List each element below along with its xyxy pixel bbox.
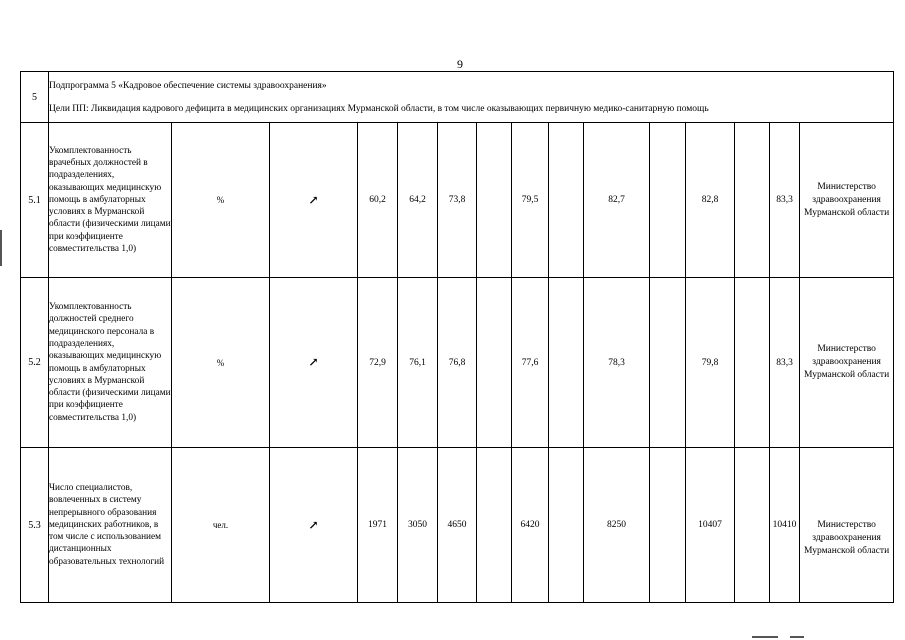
trend-arrow-icon: ↗ [270,123,358,278]
value-cell [477,278,512,448]
indicator-name: Укомплектованность врачебных должностей в подразделениях, оказывающих медицинскую помощь в амбулаторных условиях в Мурманской области (физическими лицами при коэффициенте совместительства 1,0) [49,123,172,278]
value-cell: 64,2 [398,123,438,278]
value-cell: 10410 [770,448,800,603]
value-cell [650,123,686,278]
value-cell [735,123,770,278]
scan-edge-mark [790,636,804,638]
table-row [21,448,894,603]
value-cell: 60,2 [358,123,398,278]
row-number: 5.2 [21,278,49,448]
unit: % [172,278,270,448]
value-cell: 73,8 [438,123,477,278]
value-cell: 82,8 [686,123,735,278]
value-cell [735,448,770,603]
responsible-body: Министерство здравоохранения Мурманской области [800,123,894,278]
value-cell: 79,5 [512,123,549,278]
value-cell: 82,7 [584,123,650,278]
scan-edge-mark [752,636,778,638]
value-cell: 3050 [398,448,438,603]
table-row [21,123,894,278]
responsible-body: Министерство здравоохранения Мурманской области [800,448,894,603]
trend-arrow-icon: ↗ [270,278,358,448]
value-cell: 10407 [686,448,735,603]
value-cell: 83,3 [770,278,800,448]
section-header [49,72,894,123]
value-cell: 6420 [512,448,549,603]
section-number: 5 [21,72,49,123]
indicator-name: Число специалистов, вовлеченных в систему непрерывного образования медицинских работников, в том числе с использованием дистанционных образовательных технологий [49,448,172,603]
unit: чел. [172,448,270,603]
section-goal: Цели ПП: Ликвидация кадрового дефицита в медицинских организациях Мурманской области, в том числе оказывающих первичную медико-санитарную помощь [49,103,709,114]
table-row [21,278,894,448]
value-cell [650,448,686,603]
indicator-name: Укомплектованность должностей среднего медицинского персонала в подразделениях, оказывающих медицинскую помощь в амбулаторных условиях в Мурманской области (физическими лицами при коэффициенте совместительства 1,0) [49,278,172,448]
row-number: 5.3 [21,448,49,603]
page-number: 9 [457,57,463,71]
value-cell [477,448,512,603]
value-cell: 1971 [358,448,398,603]
value-cell [477,123,512,278]
value-cell [549,448,584,603]
value-cell: 76,8 [438,278,477,448]
value-cell: 79,8 [686,278,735,448]
trend-arrow-icon: ↗ [270,448,358,603]
value-cell: 4650 [438,448,477,603]
value-cell: 72,9 [358,278,398,448]
value-cell: 77,6 [512,278,549,448]
responsible-body: Министерство здравоохранения Мурманской области [800,278,894,448]
section-row [21,72,894,123]
value-cell: 83,3 [770,123,800,278]
value-cell: 8250 [584,448,650,603]
row-number: 5.1 [21,123,49,278]
value-cell: 76,1 [398,278,438,448]
value-cell [549,278,584,448]
unit: % [172,123,270,278]
indicators-table [20,71,894,603]
value-cell: 78,3 [584,278,650,448]
value-cell [549,123,584,278]
section-title: Подпрограмма 5 «Кадровое обеспечение системы здравоохранения» [49,80,327,91]
value-cell [650,278,686,448]
scan-edge-mark [0,230,2,266]
value-cell [735,278,770,448]
